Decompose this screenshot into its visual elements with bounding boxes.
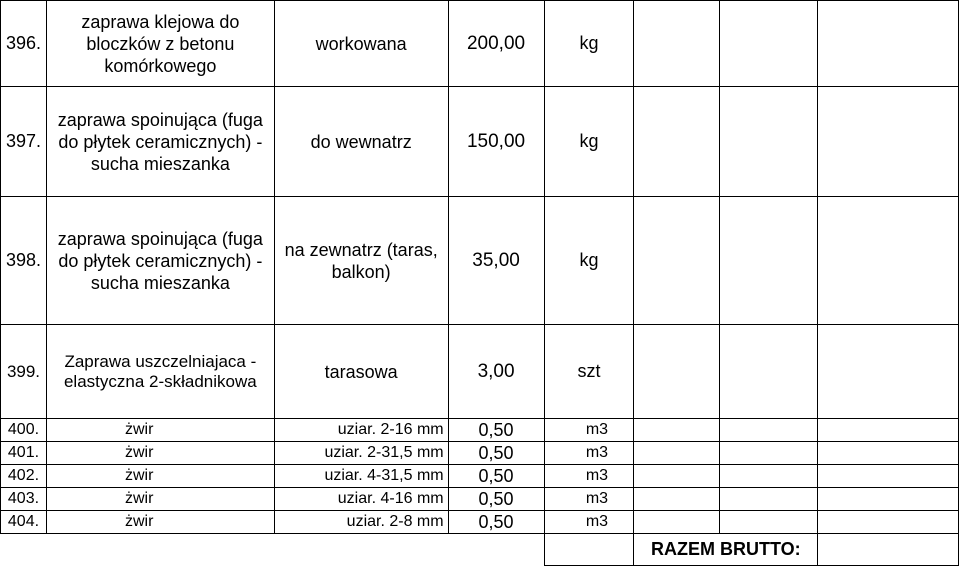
empty-cell[interactable] <box>720 465 818 488</box>
table-row <box>1 419 959 442</box>
empty-cell[interactable] <box>634 1 720 87</box>
empty-cell[interactable] <box>818 197 959 325</box>
item-name: żwir <box>46 442 274 465</box>
table-row <box>1 488 959 511</box>
table-row <box>1 442 959 465</box>
empty-cell[interactable] <box>634 419 720 442</box>
row-number: 402. <box>1 465 47 488</box>
empty-cell[interactable] <box>634 488 720 511</box>
table-row <box>1 1 959 87</box>
total-label: RAZEM BRUTTO: <box>634 534 818 566</box>
item-unit: m3 <box>544 419 634 442</box>
spacer-cell <box>448 534 544 566</box>
item-type: na zewnatrz (taras, balkon) <box>274 197 448 325</box>
row-number: 404. <box>1 511 47 534</box>
item-name: żwir <box>46 488 274 511</box>
spacer-cell <box>274 534 448 566</box>
empty-cell[interactable] <box>634 511 720 534</box>
item-type: tarasowa <box>274 325 448 419</box>
item-quantity: 3,00 <box>448 325 544 419</box>
row-number: 397. <box>1 87 47 197</box>
item-quantity: 0,50 <box>448 488 544 511</box>
row-number: 399. <box>1 325 47 419</box>
empty-cell[interactable] <box>720 197 818 325</box>
row-number: 403. <box>1 488 47 511</box>
table-row <box>1 87 959 197</box>
item-name: Zaprawa uszczelniajaca - elastyczna 2-składnikowa <box>46 325 274 419</box>
row-number: 398. <box>1 197 47 325</box>
empty-cell[interactable] <box>818 465 959 488</box>
empty-cell[interactable] <box>634 465 720 488</box>
item-name: zaprawa klejowa do bloczków z betonu komórkowego <box>46 1 274 87</box>
item-name: żwir <box>46 465 274 488</box>
item-type: uziar. 2-31,5 mm <box>274 442 448 465</box>
item-quantity: 0,50 <box>448 442 544 465</box>
empty-cell[interactable] <box>720 87 818 197</box>
item-type: uziar. 2-8 mm <box>274 511 448 534</box>
item-unit: kg <box>544 87 634 197</box>
item-type: uziar. 4-16 mm <box>274 488 448 511</box>
item-name: żwir <box>46 511 274 534</box>
item-name: zaprawa spoinująca (fuga do płytek ceramicznych) - sucha mieszanka <box>46 87 274 197</box>
empty-cell[interactable] <box>818 87 959 197</box>
empty-cell[interactable] <box>544 534 634 566</box>
empty-cell[interactable] <box>720 442 818 465</box>
item-quantity: 0,50 <box>448 419 544 442</box>
table-row <box>1 197 959 325</box>
item-type: do wewnatrz <box>274 87 448 197</box>
table-row <box>1 325 959 419</box>
table-row <box>1 465 959 488</box>
total-value-cell[interactable] <box>818 534 959 566</box>
empty-cell[interactable] <box>720 325 818 419</box>
empty-cell[interactable] <box>818 325 959 419</box>
row-number: 400. <box>1 419 47 442</box>
item-type: uziar. 2-16 mm <box>274 419 448 442</box>
empty-cell[interactable] <box>634 325 720 419</box>
spacer-cell <box>1 534 47 566</box>
empty-cell[interactable] <box>720 1 818 87</box>
empty-cell[interactable] <box>818 1 959 87</box>
empty-cell[interactable] <box>720 419 818 442</box>
item-type: workowana <box>274 1 448 87</box>
item-quantity: 200,00 <box>448 1 544 87</box>
table-row <box>1 511 959 534</box>
item-quantity: 35,00 <box>448 197 544 325</box>
item-name: zaprawa spoinująca (fuga do płytek ceramicznych) - sucha mieszanka <box>46 197 274 325</box>
item-quantity: 0,50 <box>448 511 544 534</box>
item-unit: m3 <box>544 465 634 488</box>
item-quantity: 0,50 <box>448 465 544 488</box>
item-unit: m3 <box>544 442 634 465</box>
empty-cell[interactable] <box>634 197 720 325</box>
total-row <box>1 534 959 566</box>
item-unit: kg <box>544 1 634 87</box>
empty-cell[interactable] <box>818 511 959 534</box>
row-number: 401. <box>1 442 47 465</box>
item-unit: m3 <box>544 488 634 511</box>
empty-cell[interactable] <box>720 488 818 511</box>
empty-cell[interactable] <box>818 442 959 465</box>
empty-cell[interactable] <box>818 488 959 511</box>
empty-cell[interactable] <box>720 511 818 534</box>
item-unit: kg <box>544 197 634 325</box>
item-type: uziar. 4-31,5 mm <box>274 465 448 488</box>
row-number: 396. <box>1 1 47 87</box>
empty-cell[interactable] <box>818 419 959 442</box>
item-unit: m3 <box>544 511 634 534</box>
item-quantity: 150,00 <box>448 87 544 197</box>
empty-cell[interactable] <box>634 87 720 197</box>
item-name: żwir <box>46 419 274 442</box>
empty-cell[interactable] <box>634 442 720 465</box>
spacer-cell <box>46 534 274 566</box>
item-unit: szt <box>544 325 634 419</box>
